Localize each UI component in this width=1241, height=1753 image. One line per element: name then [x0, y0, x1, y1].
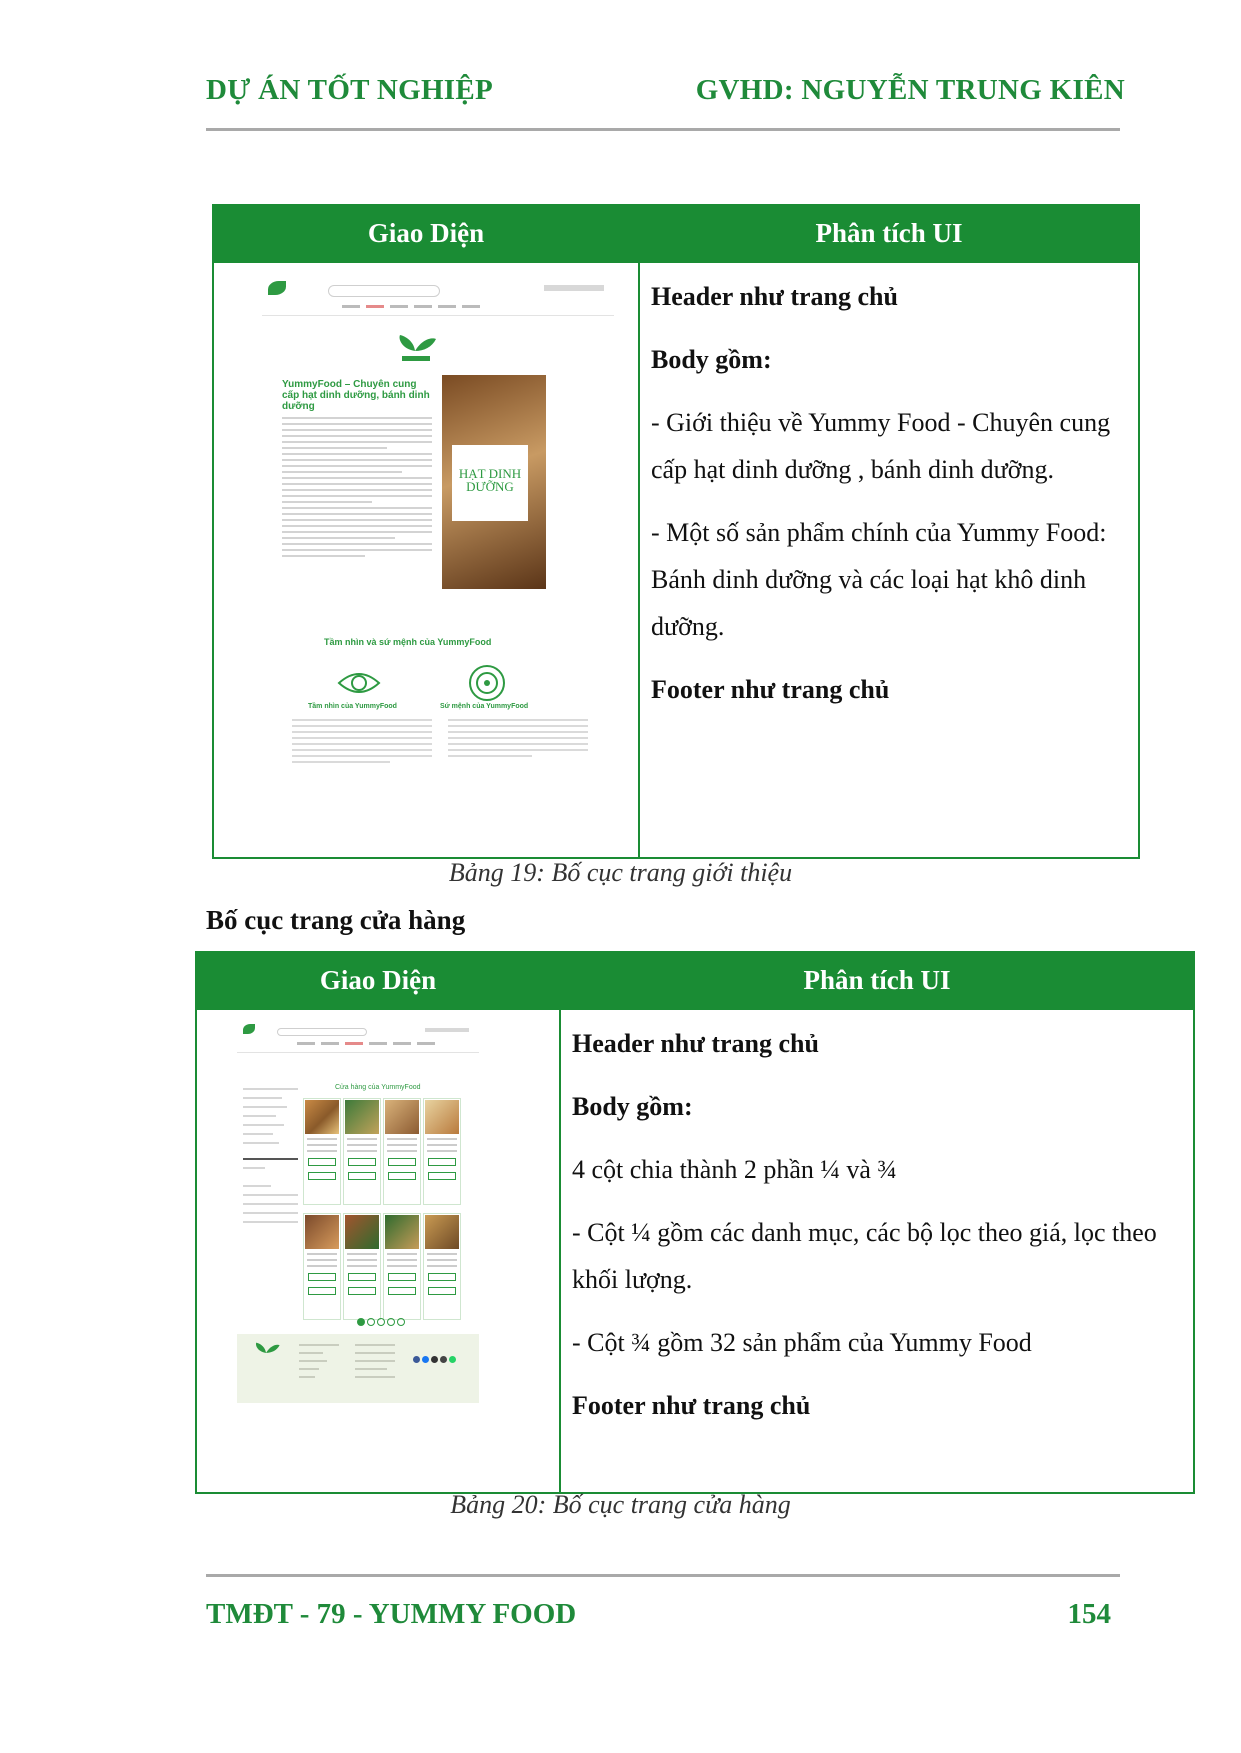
page-number: 154	[1067, 1598, 1111, 1630]
table1-footer-note: Footer như trang chủ	[651, 675, 890, 704]
mockup-vision-text	[292, 719, 432, 767]
mockup-product	[303, 1098, 341, 1205]
table1-caption: Bảng 19: Bố cục trang giới thiệu	[448, 858, 793, 887]
document-footer-title: TMĐT - 79 - YUMMY FOOD	[206, 1598, 577, 1630]
mockup-search-bar	[277, 1028, 367, 1036]
mockup-product	[343, 1098, 381, 1205]
mockup-product	[423, 1213, 461, 1320]
mockup-product-grid	[303, 1098, 459, 1320]
table2-point-2: - Cột ¼ gồm các danh mục, các bộ lọc theo giá, lọc theo khối lượng.	[572, 1218, 1157, 1294]
section-title-shop-layout: Bố cục trang cửa hàng	[206, 905, 466, 935]
table2-footer-note: Footer như trang chủ	[572, 1391, 811, 1420]
table1-point-1: - Giới thiệu về Yummy Food - Chuyên cung cấp hạt dinh dưỡng , bánh dinh dưỡng.	[651, 408, 1111, 484]
mockup-pagination	[357, 1318, 405, 1326]
mockup-cart-area	[544, 285, 604, 291]
table1-header-interface: Giao Diện	[213, 205, 639, 262]
mockup-social-icons	[413, 1356, 456, 1363]
mockup-logo-icon	[268, 281, 286, 295]
mockup-intro-text	[282, 417, 432, 561]
table1-point-2: - Một số sản phẩm chính của Yummy Food: Bánh dinh dưỡng và các loại hạt khô dinh dưỡng.	[651, 518, 1107, 641]
mockup-intro-title: YummyFood – Chuyên cung cấp hạt dinh dưỡng, bánh dinh dưỡng	[282, 379, 430, 412]
mockup-product-card	[452, 445, 528, 521]
eye-icon	[334, 663, 384, 703]
mockup-mission-label: Sứ mệnh của YummyFood	[440, 703, 529, 710]
mockup-sidebar-filters	[243, 1088, 298, 1230]
mockup-shop-title: Cửa hàng của YummyFood	[335, 1084, 421, 1091]
document-header-advisor: GVHD: NGUYỄN TRUNG KIÊN	[695, 74, 1125, 106]
mockup-cart-area	[425, 1028, 469, 1032]
table1-header-note: Header như trang chủ	[651, 282, 898, 311]
document-header-title: DỰ ÁN TỐT NGHIỆP	[206, 74, 494, 106]
table2-point-3: - Cột ¾ gồm 32 sản phẩm của Yummy Food	[572, 1328, 1032, 1357]
header-divider	[206, 128, 1120, 131]
table1-mockup-cell	[213, 262, 639, 858]
mockup-vision-title: Tầm nhìn và sứ mệnh của YummyFood	[324, 637, 492, 647]
mockup-card-text: HẠT DINH DƯỠNG	[458, 466, 522, 494]
mockup-search-bar	[328, 285, 440, 297]
target-icon	[462, 663, 512, 703]
table2-header-analysis: Phân tích UI	[560, 952, 1194, 1009]
about-page-mockup	[262, 275, 614, 825]
mockup-logo-icon	[243, 1024, 255, 1034]
leaf-logo-icon	[251, 1340, 281, 1362]
table2-point-1: 4 cột chia thành 2 phần ¼ và ¾	[572, 1155, 897, 1184]
leaf-logo-icon	[392, 331, 438, 365]
mockup-product	[383, 1098, 421, 1205]
mockup-mission-text	[448, 719, 588, 761]
shop-page-mockup	[237, 1018, 479, 1403]
table2-header-interface: Giao Diện	[196, 952, 560, 1009]
mockup-footer	[237, 1334, 479, 1403]
mockup-header	[237, 1018, 479, 1053]
mockup-product	[303, 1213, 341, 1320]
table1-body-title: Body gồm:	[651, 345, 772, 374]
mockup-nav	[297, 1042, 435, 1045]
footer-divider	[206, 1574, 1120, 1577]
table1-analysis-cell	[639, 262, 1139, 858]
mockup-nuts-photo	[442, 375, 546, 589]
mockup-header	[262, 275, 614, 316]
layout-table-shop	[195, 951, 1195, 1494]
table2-header-note: Header như trang chủ	[572, 1029, 819, 1058]
table2-analysis-cell	[560, 1009, 1194, 1493]
table2-mockup-cell	[196, 1009, 560, 1493]
table2-caption: Bảng 20: Bố cục trang cửa hàng	[450, 1490, 791, 1519]
layout-table-about	[212, 204, 1140, 859]
table2-body-title: Body gồm:	[572, 1092, 693, 1121]
mockup-product	[423, 1098, 461, 1205]
mockup-vision-label: Tầm nhìn của YummyFood	[308, 703, 397, 710]
mockup-nav	[342, 305, 480, 308]
table1-header-analysis: Phân tích UI	[639, 205, 1139, 262]
mockup-product	[383, 1213, 421, 1320]
mockup-product	[343, 1213, 381, 1320]
